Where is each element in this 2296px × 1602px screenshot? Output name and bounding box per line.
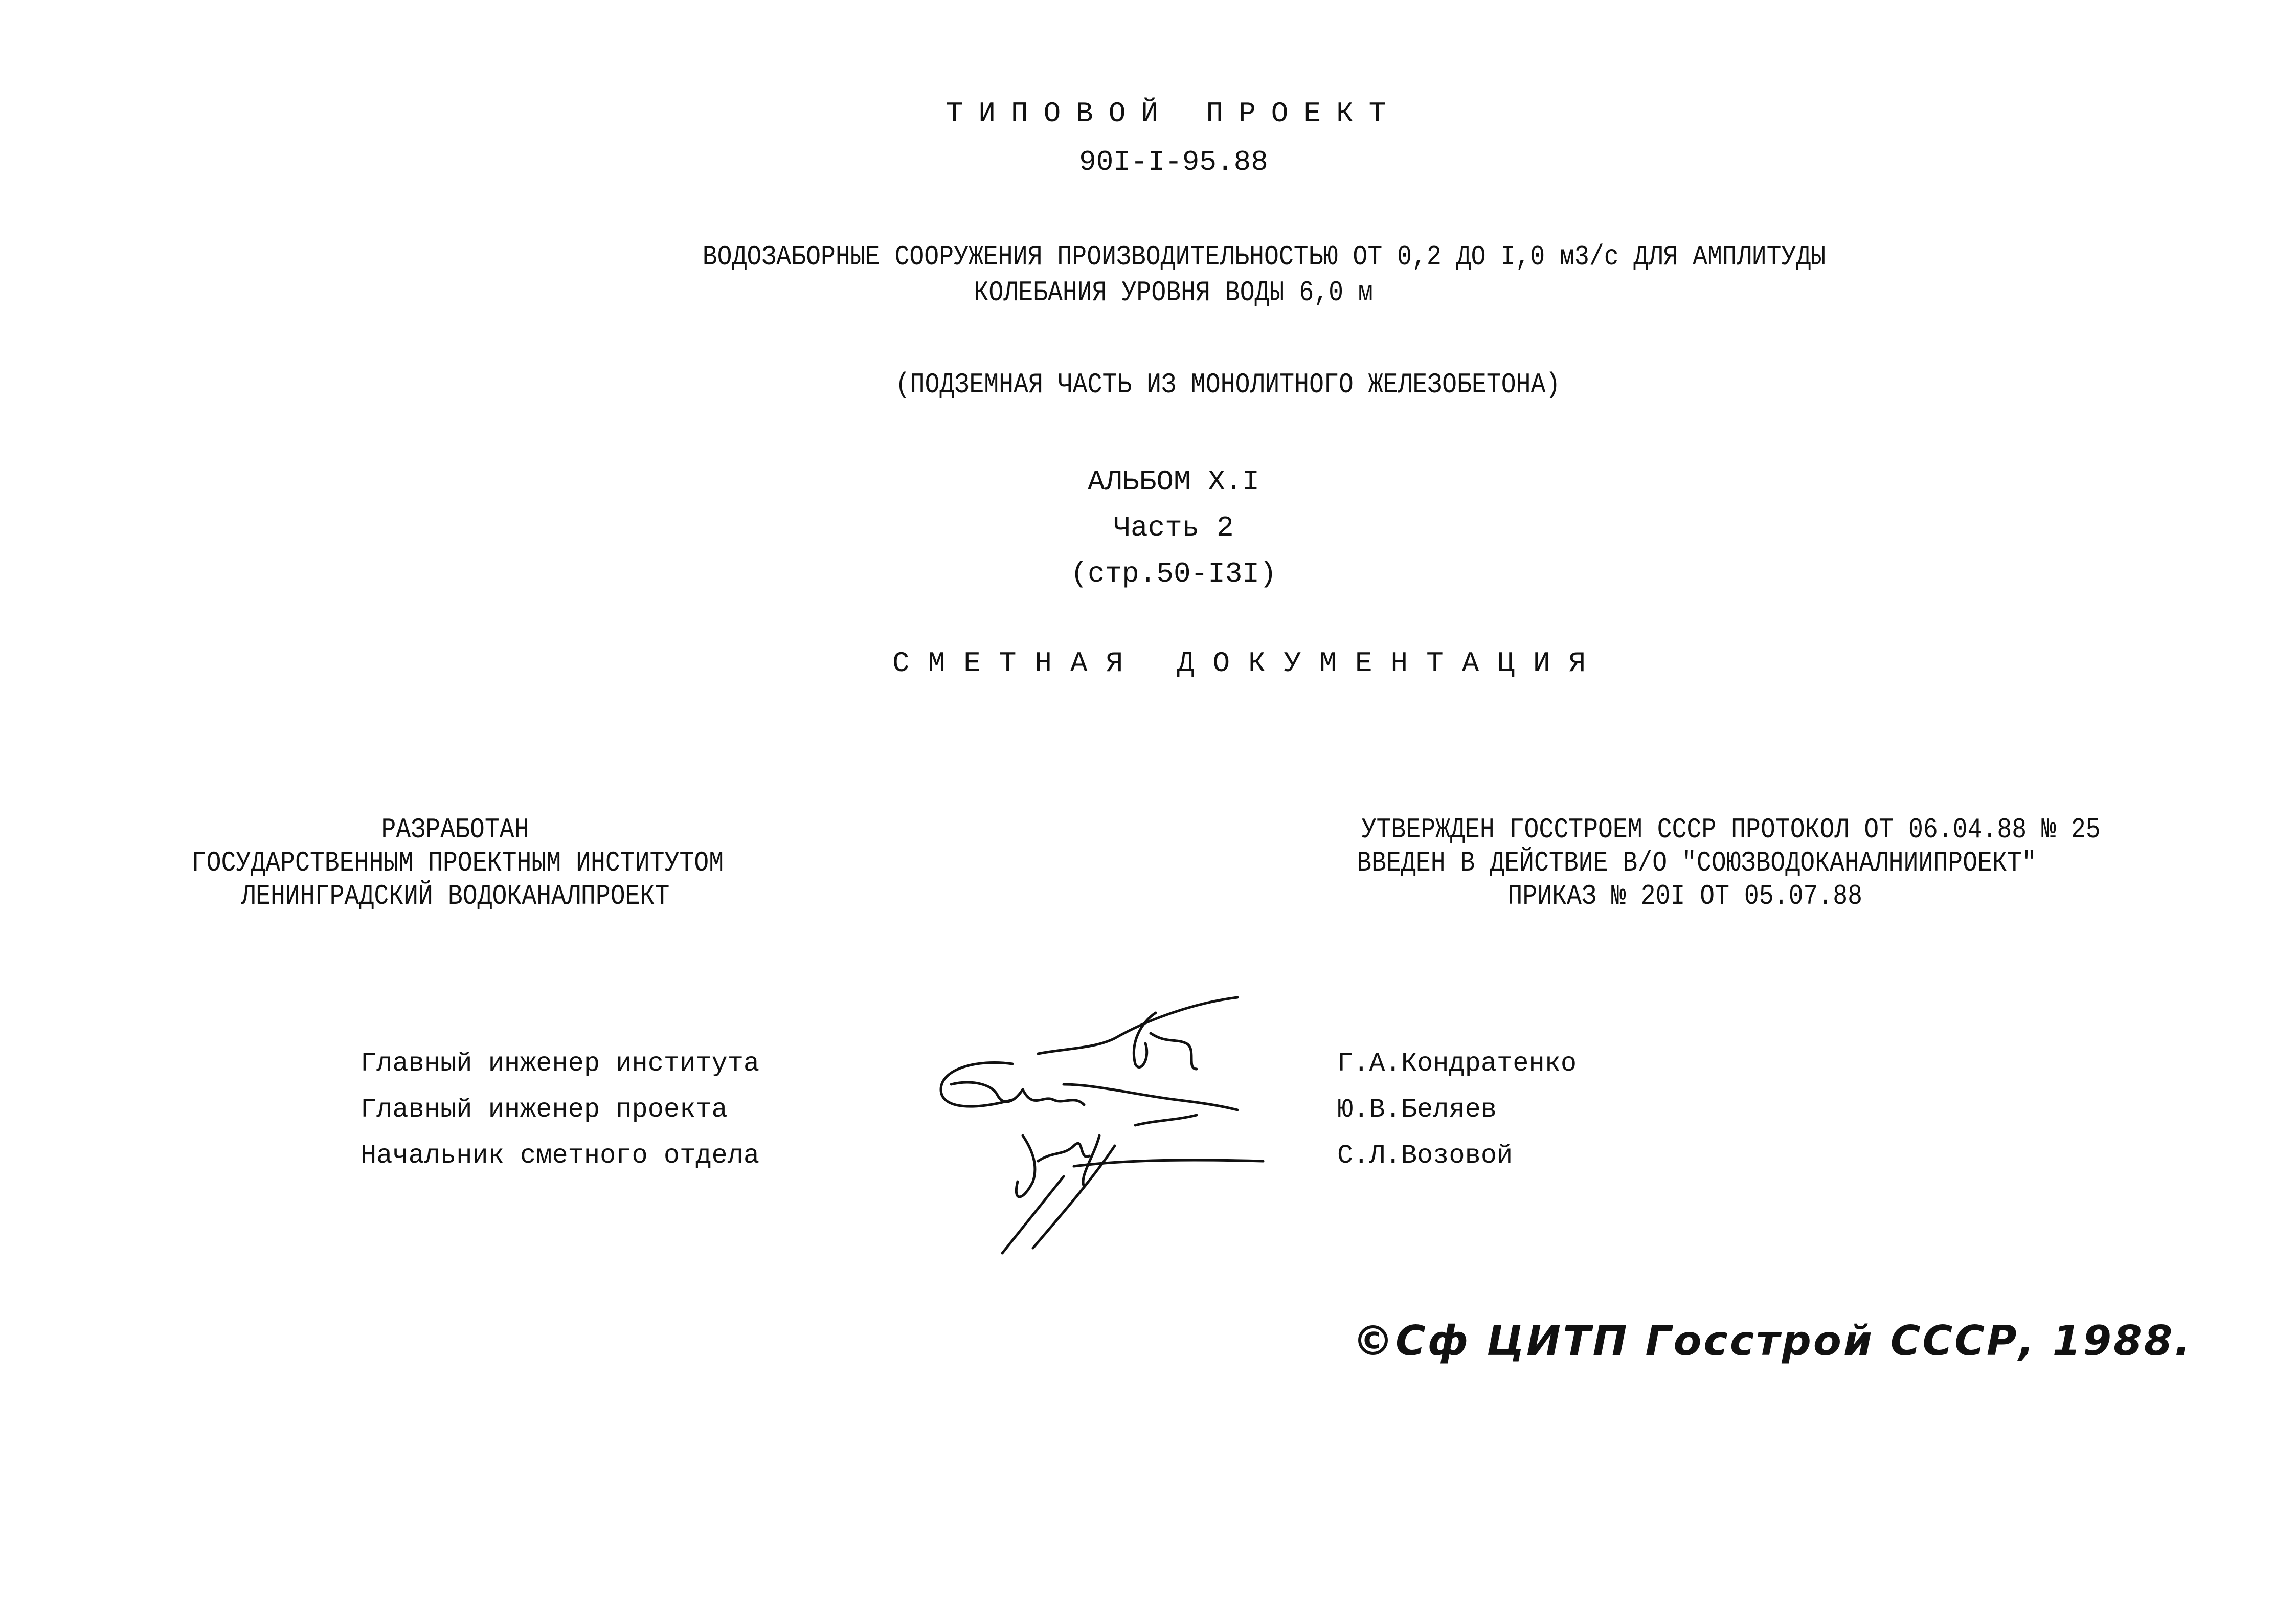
- album-pages: (стр.50-I3I): [1070, 558, 1277, 590]
- album-part: Часть 2: [1113, 511, 1234, 544]
- document-type-title: СМЕТНАЯ ДОКУМЕНТАЦИЯ: [892, 647, 1605, 680]
- approval-line-1: УТВЕРЖДЕН ГОССТРОЕМ СССР ПРОТОКОЛ ОТ 06.04.88 № 25: [1361, 813, 2101, 846]
- subject-line-2: КОЛЕБАНИЯ УРОВНЯ ВОДЫ 6,0 м: [974, 276, 1374, 309]
- subject-line-3: (ПОДЗЕМНАЯ ЧАСТЬ ИЗ МОНОЛИТНОГО ЖЕЛЕЗОБЕТОНА): [895, 368, 1561, 401]
- approval-line-2: ВВЕДЕН В ДЕЙСТВИЕ В/О "СОЮЗВОДОКАНАЛНИИПРОЕКТ": [1357, 847, 2037, 879]
- handwritten-signatures: [910, 982, 1278, 1279]
- signatory-role-3: Начальник сметного отдела: [361, 1141, 760, 1171]
- approval-line-3: ПРИКАЗ № 20I ОТ 05.07.88: [1507, 880, 1862, 913]
- signatory-role-1: Главный инженер института: [361, 1049, 760, 1079]
- developer-line-3: ЛЕНИНГРАДСКИЙ ВОДОКАНАЛПРОЕКТ: [240, 880, 670, 913]
- project-number: 90I-I-95.88: [1079, 146, 1268, 179]
- developer-line-1: РАЗРАБОТАН: [381, 813, 529, 846]
- developer-line-2: ГОСУДАРСТВЕННЫМ ПРОЕКТНЫМ ИНСТИТУТОМ: [191, 847, 724, 879]
- signatory-role-2: Главный инженер проекта: [361, 1095, 728, 1125]
- album-number: АЛЬБОМ X.I: [1087, 465, 1260, 498]
- signatory-name-2: Ю.В.Беляев: [1337, 1095, 1497, 1125]
- subject-line-1: ВОДОЗАБОРНЫЕ СООРУЖЕНИЯ ПРОИЗВОДИТЕЛЬНОСТЬЮ ОТ 0,2 ДО I,0 м3/с ДЛЯ АМПЛИТУДЫ: [702, 240, 1826, 273]
- signatory-name-1: Г.А.Кондратенко: [1337, 1049, 1577, 1079]
- project-type-title: ТИПОВОЙ ПРОЕКТ: [946, 97, 1402, 130]
- signatory-name-3: С.Л.Возовой: [1337, 1141, 1513, 1171]
- copyright-notice: ©Сф ЦИТП Госстрой СССР, 1988.: [1353, 1317, 2192, 1365]
